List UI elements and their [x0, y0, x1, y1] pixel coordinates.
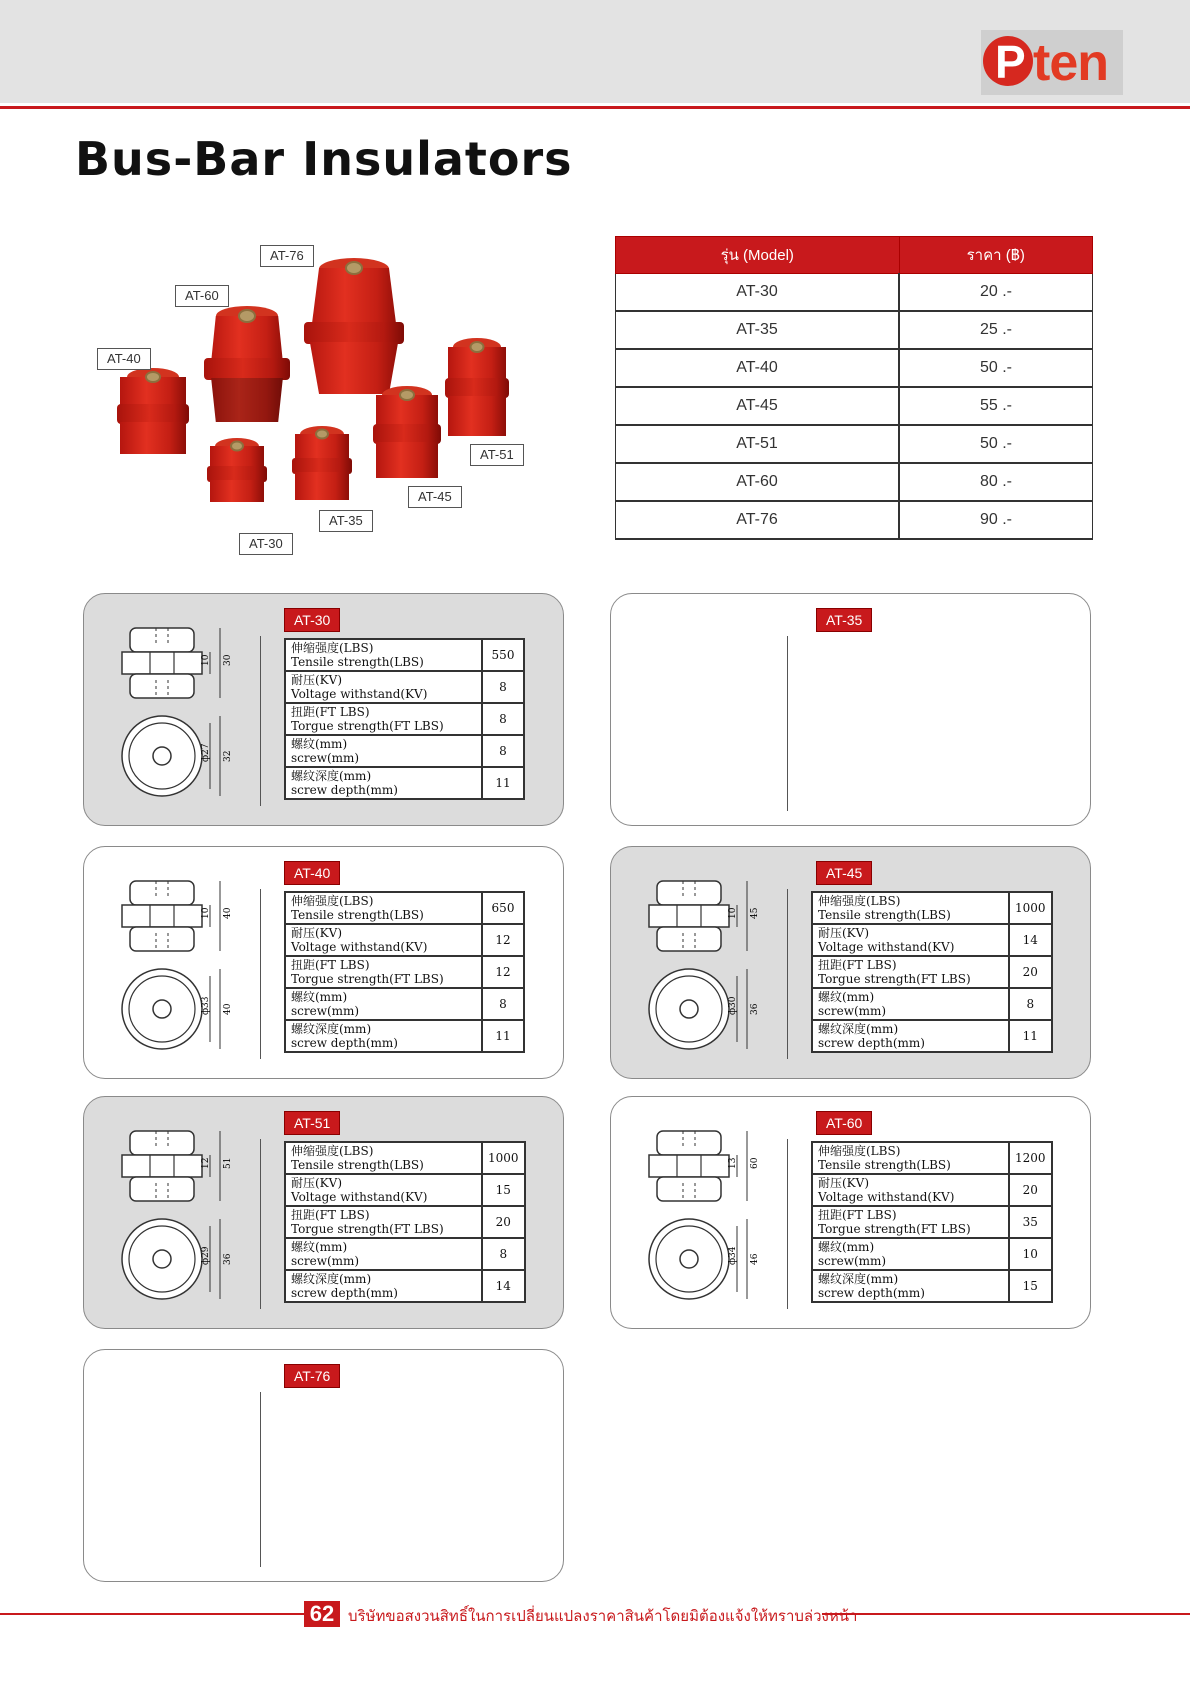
- dimension-label: 10: [728, 907, 738, 919]
- spec-label-en: Torgue strength(FT LBS): [818, 972, 971, 986]
- footer-note: บริษัทขอสงวนสิทธิ์ในการเปลี่ยนแปลงราคาสินค้าโดยมิต้องแจ้งให้ทราบล่วงหน้า: [348, 1608, 858, 1625]
- spec-card-at-45: [610, 846, 1091, 1079]
- dimension-label: 51: [223, 1157, 233, 1169]
- spec-label-cn: 螺纹(mm): [291, 737, 348, 751]
- page-number: 62: [304, 1601, 340, 1627]
- dimension-label: ф33: [201, 996, 211, 1015]
- model-cell: AT-35: [616, 311, 900, 349]
- product-photo: [90, 238, 550, 558]
- spec-value: 15: [482, 1174, 525, 1206]
- spec-label-cn: 耐压(KV): [291, 926, 342, 940]
- spec-label-en: Voltage withstand(KV): [291, 1190, 428, 1204]
- model-cell: AT-76: [616, 501, 900, 539]
- spec-label-en: screw(mm): [291, 751, 360, 765]
- spec-value: 8: [482, 671, 524, 703]
- dimension-label: 45: [750, 907, 760, 919]
- spec-label-en: Torgue strength(FT LBS): [291, 719, 444, 733]
- table-row: [616, 463, 1093, 501]
- spec-label-en: screw(mm): [291, 1254, 360, 1268]
- spec-table: [284, 638, 525, 800]
- spec-value: 8: [482, 988, 524, 1020]
- spec-value: 1000: [1009, 892, 1052, 924]
- spec-row: [285, 988, 524, 1020]
- insulator-at40-image: [120, 368, 186, 456]
- spec-row: [285, 1020, 524, 1052]
- spec-value: 15: [1009, 1270, 1052, 1302]
- spec-row: [812, 1142, 1052, 1174]
- spec-card-at-40: [83, 846, 564, 1079]
- spec-label-cell: [285, 956, 482, 988]
- spec-label-cn: 螺纹深度(mm): [818, 1022, 899, 1036]
- spec-value: 11: [482, 1020, 524, 1052]
- price-cell: 90 .-: [899, 501, 1093, 539]
- spec-label-cell: [812, 1142, 1009, 1174]
- spec-label-en: Tensile strength(LBS): [818, 1158, 951, 1172]
- spec-label-cell: [812, 1270, 1009, 1302]
- insulator-at76-image: [308, 258, 400, 398]
- spec-label-cn: 扭距(FT LBS): [291, 705, 370, 719]
- header-divider: [0, 106, 1190, 109]
- price-cell: 50 .-: [899, 425, 1093, 463]
- spec-row: [285, 735, 524, 767]
- spec-label-cell: [285, 671, 482, 703]
- spec-card-at-51: [83, 1096, 564, 1329]
- dimension-label: 13: [728, 1157, 738, 1169]
- spec-label-en: Tensile strength(LBS): [818, 908, 951, 922]
- price-cell: 20 .-: [899, 274, 1093, 312]
- spec-value: 14: [1009, 924, 1052, 956]
- spec-label-cell: [812, 1020, 1009, 1052]
- spec-row: [285, 639, 524, 671]
- dimension-label: ф30: [728, 996, 738, 1015]
- dimension-label: 60: [750, 1157, 760, 1169]
- spec-label-en: Voltage withstand(KV): [818, 1190, 955, 1204]
- spec-label-cn: 螺纹(mm): [818, 1240, 875, 1254]
- spec-table: [811, 1141, 1053, 1303]
- spec-label-en: screw depth(mm): [291, 783, 398, 797]
- model-cell: AT-60: [616, 463, 900, 501]
- spec-label-cn: 耐压(KV): [818, 926, 869, 940]
- insulator-at60-image: [208, 306, 286, 424]
- spec-label-en: screw depth(mm): [291, 1286, 398, 1300]
- price-cell: 55 .-: [899, 387, 1093, 425]
- spec-label-en: Tensile strength(LBS): [291, 655, 424, 669]
- spec-label-cn: 耐压(KV): [818, 1176, 869, 1190]
- spec-label-cell: [812, 1174, 1009, 1206]
- dimension-label: 36: [750, 1003, 760, 1015]
- col-header-model: รุ่น (Model): [616, 237, 900, 274]
- spec-row: [285, 956, 524, 988]
- table-row: [616, 501, 1093, 539]
- spec-label-cn: 螺纹深度(mm): [818, 1272, 899, 1286]
- spec-value: 550: [482, 639, 524, 671]
- spec-row: [812, 1174, 1052, 1206]
- spec-label-cn: 伸缩强度(LBS): [818, 1144, 901, 1158]
- spec-row: [285, 703, 524, 735]
- spec-table: [284, 891, 525, 1053]
- spec-label-cn: 扭距(FT LBS): [818, 1208, 897, 1222]
- dimension-drawing: [112, 1125, 282, 1325]
- spec-table: [811, 891, 1053, 1053]
- photo-label-at30: AT-30: [239, 533, 293, 555]
- dimension-drawing: [112, 622, 282, 822]
- spec-label-cell: [812, 924, 1009, 956]
- spec-row: [812, 892, 1052, 924]
- spec-label-en: Torgue strength(FT LBS): [291, 972, 444, 986]
- spec-label-cell: [285, 1270, 482, 1302]
- spec-row: [812, 1270, 1052, 1302]
- spec-value: 8: [482, 735, 524, 767]
- model-cell: AT-45: [616, 387, 900, 425]
- model-tag: AT-51: [284, 1111, 340, 1135]
- insulator-at35-image: [295, 426, 349, 502]
- dimension-label: ф34: [728, 1246, 738, 1265]
- photo-label-at45: AT-45: [408, 486, 462, 508]
- spec-label-cn: 伸缩强度(LBS): [818, 894, 901, 908]
- spec-card-at-60: [610, 1096, 1091, 1329]
- model-cell: AT-40: [616, 349, 900, 387]
- spec-label-cell: [285, 735, 482, 767]
- logo-letter-p: P: [995, 36, 1026, 88]
- photo-label-at40: AT-40: [97, 348, 151, 370]
- spec-label-cell: [285, 924, 482, 956]
- divider-line: [260, 1392, 261, 1567]
- table-row: [616, 311, 1093, 349]
- price-table: [615, 236, 1093, 540]
- spec-label-cn: 螺纹深度(mm): [291, 1022, 372, 1036]
- photo-label-at76: AT-76: [260, 245, 314, 267]
- table-row: [616, 425, 1093, 463]
- spec-label-cell: [285, 1020, 482, 1052]
- model-tag: AT-30: [284, 608, 340, 632]
- model-cell: AT-51: [616, 425, 900, 463]
- table-row: [616, 349, 1093, 387]
- spec-label-en: Voltage withstand(KV): [291, 940, 428, 954]
- spec-label-cn: 伸缩强度(LBS): [291, 894, 374, 908]
- dimension-drawing: [639, 875, 809, 1075]
- logo-text: ten: [1033, 34, 1108, 92]
- spec-label-cell: [812, 1206, 1009, 1238]
- spec-value: 11: [482, 767, 524, 799]
- footer-line-left: [0, 1613, 304, 1615]
- spec-label-cn: 螺纹(mm): [818, 990, 875, 1004]
- spec-row: [285, 671, 524, 703]
- model-tag: AT-60: [816, 1111, 872, 1135]
- spec-value: 35: [1009, 1206, 1052, 1238]
- table-row: [616, 274, 1093, 312]
- dimension-label: 46: [750, 1253, 760, 1265]
- spec-label-cell: [285, 703, 482, 735]
- spec-label-en: screw depth(mm): [818, 1286, 925, 1300]
- spec-label-cn: 伸缩强度(LBS): [291, 641, 374, 655]
- spec-label-cell: [812, 988, 1009, 1020]
- price-cell: 50 .-: [899, 349, 1093, 387]
- dimension-label: 40: [223, 1003, 233, 1015]
- col-header-price: ราคา (฿): [899, 237, 1093, 274]
- spec-value: 20: [1009, 1174, 1052, 1206]
- divider-line: [787, 636, 788, 811]
- spec-value: 1200: [1009, 1142, 1052, 1174]
- dimension-label: 10: [201, 907, 211, 919]
- insulator-at51-image: [448, 338, 506, 438]
- photo-label-at51: AT-51: [470, 444, 524, 466]
- spec-label-cell: [285, 767, 482, 799]
- spec-row: [285, 767, 524, 799]
- spec-label-cn: 螺纹深度(mm): [291, 769, 372, 783]
- spec-value: 12: [482, 924, 524, 956]
- spec-label-cell: [285, 1206, 482, 1238]
- page-title: Bus-Bar Insulators: [75, 132, 573, 186]
- spec-label-cell: [285, 1142, 482, 1174]
- dimension-drawing: [112, 875, 282, 1075]
- pten-logo: [981, 30, 1123, 95]
- spec-row: [812, 1238, 1052, 1270]
- spec-label-cn: 耐压(KV): [291, 1176, 342, 1190]
- spec-label-cell: [285, 988, 482, 1020]
- spec-row: [285, 1206, 525, 1238]
- spec-label-en: screw(mm): [818, 1004, 887, 1018]
- spec-row: [285, 1174, 525, 1206]
- spec-label-cell: [285, 1238, 482, 1270]
- spec-label-en: screw(mm): [291, 1004, 360, 1018]
- spec-row: [812, 956, 1052, 988]
- spec-label-en: Tensile strength(LBS): [291, 908, 424, 922]
- spec-row: [812, 924, 1052, 956]
- spec-row: [285, 924, 524, 956]
- spec-value: 10: [1009, 1238, 1052, 1270]
- spec-value: 8: [482, 1238, 525, 1270]
- spec-label-cell: [285, 639, 482, 671]
- insulator-at30-image: [210, 438, 264, 504]
- model-tag: AT-45: [816, 861, 872, 885]
- price-cell: 80 .-: [899, 463, 1093, 501]
- dimension-label: 32: [223, 750, 233, 762]
- spec-label-cell: [812, 1238, 1009, 1270]
- dimension-drawing: [639, 1125, 809, 1325]
- spec-label-cell: [812, 956, 1009, 988]
- dimension-label: 36: [223, 1253, 233, 1265]
- spec-card-at-30: [83, 593, 564, 826]
- spec-value: 1000: [482, 1142, 525, 1174]
- spec-row: [285, 892, 524, 924]
- spec-label-cn: 螺纹(mm): [291, 990, 348, 1004]
- spec-label-cn: 扭距(FT LBS): [291, 958, 370, 972]
- dimension-label: 40: [223, 907, 233, 919]
- spec-value: 20: [1009, 956, 1052, 988]
- spec-label-cn: 扭距(FT LBS): [291, 1208, 370, 1222]
- spec-row: [285, 1270, 525, 1302]
- spec-card-at-35: [610, 593, 1091, 826]
- spec-label-cn: 耐压(KV): [291, 673, 342, 687]
- spec-label-cn: 螺纹(mm): [291, 1240, 348, 1254]
- dimension-label: ф27: [201, 743, 211, 762]
- spec-label-en: Voltage withstand(KV): [818, 940, 955, 954]
- spec-value: 11: [1009, 1020, 1052, 1052]
- spec-label-cell: [812, 892, 1009, 924]
- photo-label-at35: AT-35: [319, 510, 373, 532]
- spec-label-en: screw depth(mm): [291, 1036, 398, 1050]
- price-cell: 25 .-: [899, 311, 1093, 349]
- spec-label-cell: [285, 1174, 482, 1206]
- spec-label-en: Voltage withstand(KV): [291, 687, 428, 701]
- spec-label-cn: 螺纹深度(mm): [291, 1272, 372, 1286]
- spec-label-cn: 伸缩强度(LBS): [291, 1144, 374, 1158]
- model-cell: AT-30: [616, 274, 900, 312]
- model-tag: AT-35: [816, 608, 872, 632]
- spec-value: 20: [482, 1206, 525, 1238]
- spec-value: 12: [482, 956, 524, 988]
- table-row: [616, 387, 1093, 425]
- spec-value: 8: [1009, 988, 1052, 1020]
- spec-label-en: screw depth(mm): [818, 1036, 925, 1050]
- spec-row: [285, 1142, 525, 1174]
- spec-label-en: Torgue strength(FT LBS): [291, 1222, 444, 1236]
- spec-row: [285, 1238, 525, 1270]
- price-table-header: [616, 237, 1093, 274]
- spec-label-en: Tensile strength(LBS): [291, 1158, 424, 1172]
- model-tag: AT-40: [284, 861, 340, 885]
- spec-label-cn: 扭距(FT LBS): [818, 958, 897, 972]
- spec-card-at-76: [83, 1349, 564, 1582]
- photo-label-at60: AT-60: [175, 285, 229, 307]
- spec-label-en: screw(mm): [818, 1254, 887, 1268]
- spec-value: 650: [482, 892, 524, 924]
- dimension-label: ф29: [201, 1246, 211, 1265]
- footer-line-right: [822, 1613, 1190, 1615]
- dimension-label: 12: [201, 1157, 211, 1169]
- spec-label-cell: [285, 892, 482, 924]
- spec-row: [812, 1206, 1052, 1238]
- dimension-label: 30: [223, 654, 233, 666]
- insulator-at45-image: [376, 386, 438, 480]
- dimension-label: 10: [201, 654, 211, 666]
- spec-row: [812, 1020, 1052, 1052]
- model-tag: AT-76: [284, 1364, 340, 1388]
- spec-value: 14: [482, 1270, 525, 1302]
- spec-table: [284, 1141, 526, 1303]
- spec-label-en: Torgue strength(FT LBS): [818, 1222, 971, 1236]
- spec-value: 8: [482, 703, 524, 735]
- spec-row: [812, 988, 1052, 1020]
